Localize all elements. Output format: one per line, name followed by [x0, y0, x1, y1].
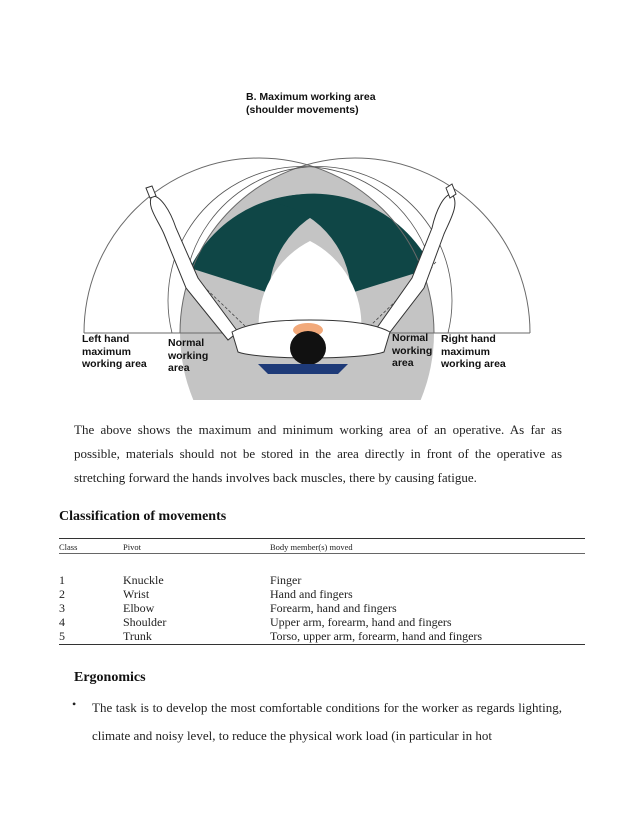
left-normal-label: Normal working area	[168, 337, 209, 374]
figure-subtitle-line: (shoulder movements)	[246, 103, 359, 116]
cell-class: 2	[59, 587, 65, 601]
figure-title-line: B. Maximum working area	[246, 91, 376, 103]
cell-body: Hand and fingers	[270, 587, 353, 601]
header-class: Class	[59, 542, 78, 552]
cell-class: 5	[59, 629, 65, 643]
table-header-rule	[59, 553, 585, 554]
bullet-point: •	[72, 697, 77, 711]
cell-pivot: Knuckle	[123, 573, 164, 587]
table-bottom-rule	[59, 644, 585, 645]
cell-class: 3	[59, 601, 65, 615]
cell-body: Torso, upper arm, forearm, hand and fingers	[270, 629, 483, 643]
cell-pivot: Shoulder	[123, 615, 167, 629]
table-row	[59, 615, 585, 630]
header-body-member: Body member(s) moved	[270, 542, 353, 552]
cell-body: Forearm, hand and fingers	[270, 601, 397, 615]
seat-base	[258, 364, 348, 374]
table-row	[59, 629, 585, 644]
classification-heading: Classification of movements	[59, 509, 227, 524]
right-normal-label: Normal working area	[392, 332, 433, 369]
ergonomics-bullet-text: The task is to develop the most comfortable conditions for the worker as regards lighting, climate and noisy level, to reduce the physical work load (in particular in hot	[92, 700, 562, 743]
table-top-rule	[59, 538, 585, 539]
cell-class: 1	[59, 573, 65, 587]
cell-body: Finger	[270, 573, 302, 587]
left-hand-max-label: Left hand maximum working area	[82, 333, 147, 370]
cell-pivot: Trunk	[123, 629, 152, 643]
table-row	[59, 601, 585, 616]
header-pivot: Pivot	[123, 542, 141, 552]
figure-title	[246, 91, 376, 116]
cell-body: Upper arm, forearm, hand and fingers	[270, 615, 452, 629]
cell-pivot: Wrist	[123, 587, 150, 601]
working-area-figure	[0, 0, 638, 400]
table-row	[59, 587, 585, 602]
cell-class: 4	[59, 615, 65, 629]
figure-description-paragraph: The above shows the maximum and minimum working area of an operative. As far as possible, materials should not be stored in the area directly in front of the operative as stretching forward the hands involves back muscles, there by causing fatigue.	[74, 422, 562, 485]
ergonomics-heading: Ergonomics	[74, 670, 146, 685]
table-row	[59, 573, 585, 588]
right-hand-max-label: Right hand maximum working area	[441, 333, 506, 370]
head-hair	[290, 331, 326, 365]
cell-pivot: Elbow	[123, 601, 155, 615]
